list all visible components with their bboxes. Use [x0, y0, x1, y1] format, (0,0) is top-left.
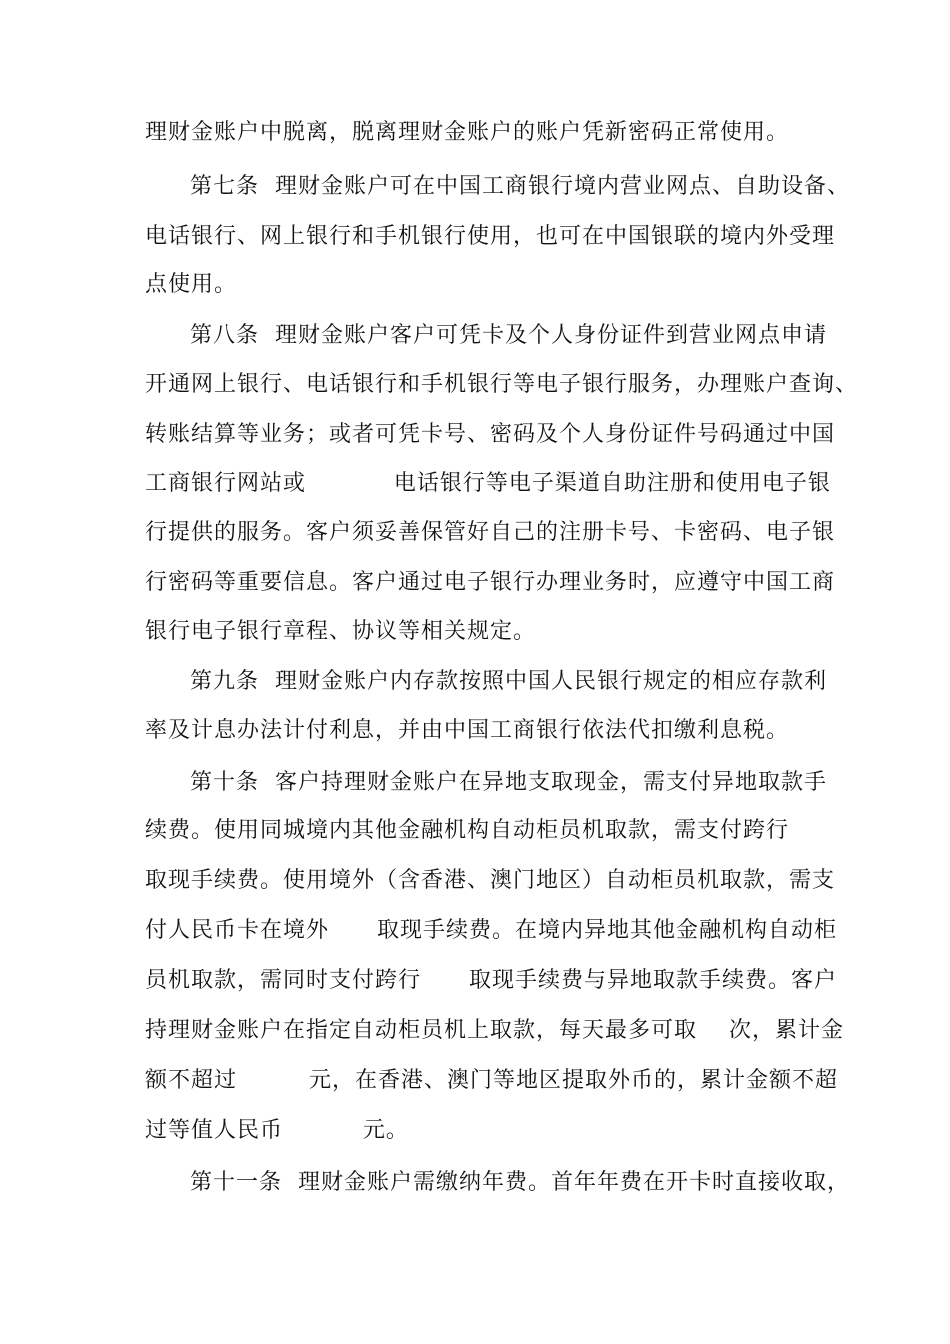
text-line: 行提供的服务。客户须妥善保管好自己的注册卡号、卡密码、电子银 [145, 520, 836, 545]
article-11-heading-line: 第十一条 理财金账户需缴纳年费。首年年费在开卡时直接收取， [190, 1170, 850, 1195]
article-10-heading-line: 第十条 客户持理财金账户在异地支取现金，需支付异地取款手 [190, 770, 827, 795]
text-line: 银行电子银行章程、协议等相关规定。 [145, 619, 537, 644]
text-line: 理财金账户中脱离，脱离理财金账户的账户凭新密码正常使用。 [145, 120, 790, 145]
text-line: 取现手续费。使用境外（含香港、澳门地区）自动柜员机取款，需支 [145, 868, 836, 893]
text-line: 电话银行、网上银行和手机银行使用，也可在中国银联的境内外受理 [145, 224, 836, 249]
article-9-heading-line: 第九条 理财金账户内存款按照中国人民银行规定的相应存款利 [190, 669, 827, 694]
text-line: 点使用。 [145, 272, 238, 297]
text-line: 持理财金账户在指定自动柜员机上取款，每天最多可取 次，累计金 [145, 1018, 844, 1043]
text-line: 转账结算等业务；或者可凭卡号、密码及个人身份证件号码通过中国 [145, 422, 836, 447]
text-line: 续费。使用同城境内其他金融机构自动柜员机取款，需支付跨行 [145, 818, 790, 843]
text-line: 行密码等重要信息。客户通过电子银行办理业务时，应遵守中国工商 [145, 570, 836, 595]
text-line: 率及计息办法计付利息，并由中国工商银行依法代扣缴利息税。 [145, 718, 790, 743]
article-7-heading-line: 第七条 理财金账户可在中国工商银行境内营业网点、自助设备、 [190, 174, 850, 199]
text-line: 额不超过 元，在香港、澳门等地区提取外币的，累计金额不超 [145, 1068, 838, 1093]
text-line: 过等值人民币 元。 [145, 1118, 409, 1143]
text-line: 开通网上银行、电话银行和手机银行等电子银行服务，办理账户查询、 [145, 372, 859, 397]
text-line: 员机取款，需同时支付跨行 取现手续费与异地取款手续费。客户 [145, 968, 837, 993]
text-line: 付人民币卡在境外 取现手续费。在境内异地其他金融机构自动柜 [145, 918, 837, 943]
text-line: 工商银行网站或 电话银行等电子渠道自助注册和使用电子银 [145, 471, 831, 496]
article-8-heading-line: 第八条 理财金账户客户可凭卡及个人身份证件到营业网点申请 [190, 323, 827, 348]
